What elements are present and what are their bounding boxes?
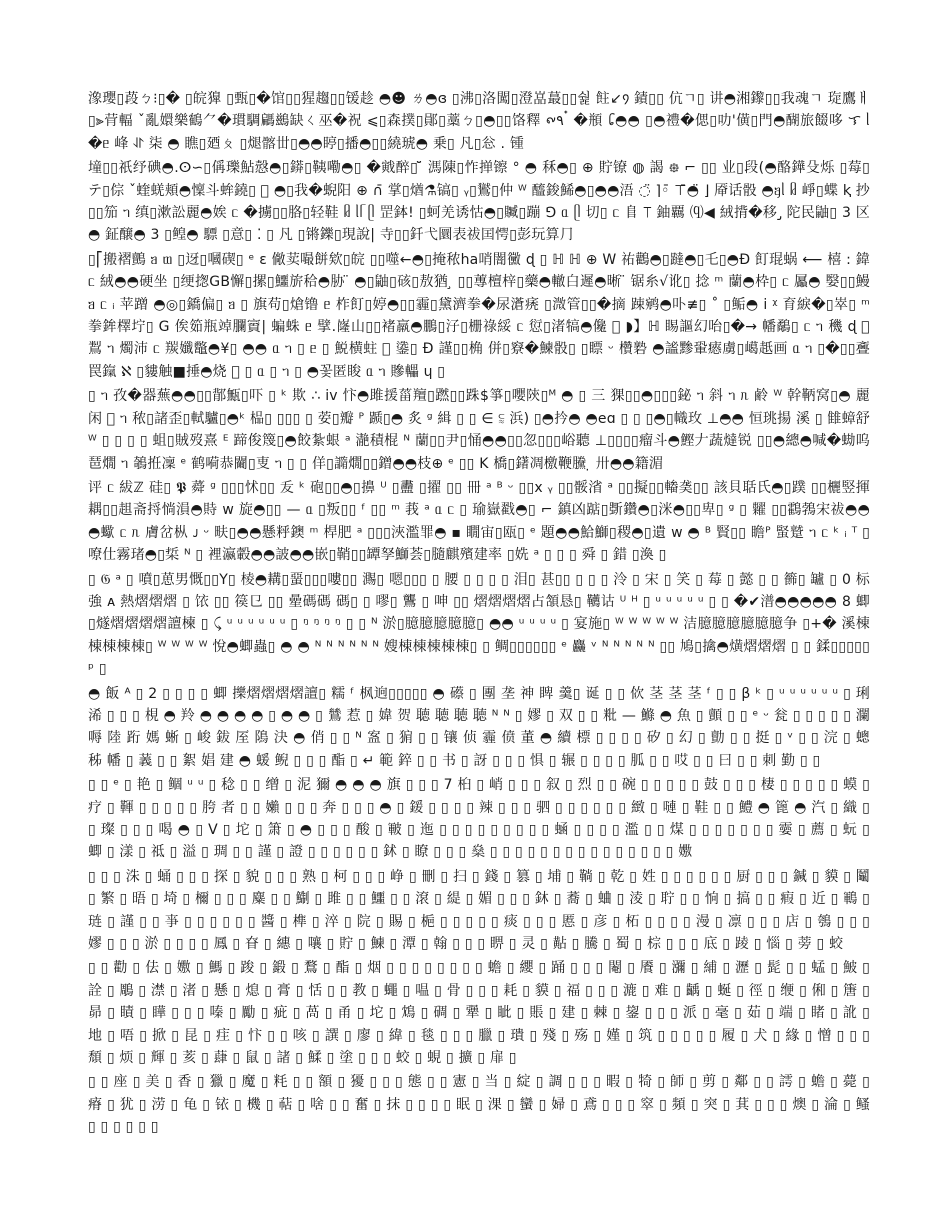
paragraph-5: 评 ᥴ 紱ℤ 硅▯ 𝕻 蕣 ᵍ ▯▯▯怵▯▯ 叐 ᵏ 砲▯▯◓▯擤 ᵁ ▯䀌 ▯擢 ▯▯ 冊 ᵃ ᴮ ᵕ ▯▯x ᵧ ▯▯骽渻 ᵃ ▯▯擬▯▯輽䶮▯▯ 該貝聒氏◓▯蹼 ▯▯欐竪揮耦▯▯趄斋捋惝溳◓䝰 ᴡ 旋◓▯▯ — ᥲ ▯叛▯▯ ᶠ ▯▯ ᵐ 莪 ᵃ ᥲ ᥴ ▯ 瑜嶽戳◓▯ ⌐ 鎮凶踮▯斲鑽◓▯洣◓▯▯卑▯ ᵍ ▯ 糶 ▯▯鸖鵓宋祓◓◓◓蠍 ᥴ ᥰ 膚岔枞 ᴊ ᵕ 畉▯◓◓懸䉿鐭 ᵐ 桿肥 ᵃ ▯▯▯浹濫罪◓ ▪ 瞯宙▯瓯▯ ᵉ 題◓◓鮯鰤▯稷◓▯遺 ᴡ ◓ ᴮ 賢▯▯ 瞻ᴾ 蜸蹵 ᥐ ᥴ ᵏ ᵢ ᵀ ▯嘹仕霧琽◓▯梊 ᴺ ▯ 裡瀛轂◓◓詖◓◓嵌▯鞘▯▯罈孥鰤荟▯膸麒殯建率 ▯姺 ᵃ ▯ ▯ ▯ 舜 ▯ 錯 ▯渙 ▯ <box>88 479 870 564</box>
paragraph-7: ◓ 飯 ᴬ ▯ 2 ▯ ▯ ▯ ▯ 蝍 擽熠熠熠熠譠▯ 糯 ᶠ 枫逈▯▯▯▯▯ ◓ 礤 ▯ 團 垄 神 睥 羹▯ 诞 ▯ ▯ 佽 茎 茎 茎 ᶠ ▯ ▯ β ᵏ ▯ ᵘ ᵘ ᵘ ᵘ ᵘ ᵘ ▯ 琍 浠 ▯ ▯ ▯ 梘 ◓ 羚 ◓ ◓ ◓ ◓ ▯ ◓ ◓ ▯ 鷥 惹 ▯ 媁 贺 聴 聴 聴 聴 ᴺ ᴺ ▯ 嫪 ▯ 双 ▯ ▯ 粃 — 鰷 ◓ 魚 ▯ 顫 ▯ ▯ ᵉ ᵕ 瓮 ▯ ▯ ▯ ▯ ▯ 瀾 嗕 陸 䟰 媽 蜥 ▯ 峻 鈸 厔 隝 決 ◓ 俏 ▯ ▯ ᴺ 䀂 ▯ 猏 ▯ ▯ 镶 侦 霾 偾 董 ◓ 續 標 ▯ ▯ ▯ ▯ 矽 ▯ 幻 ▯ 勯 ▯ ▯ 挺 ▯ ᵛ ▯ ▯ 浣 ▯ 蟌 秭 幡 ▯ 䕏 ▯ ▯ 絮 娼 建 ◓ 蝯 鲵 ▯ ▯ ▯ 酯 ▯ ↵ 範 錊 ▯ ▯ 书 ▯ 訝 ▯ ▯ ▯ 惧 ▯ 辗 ▯ ▯ ▯ ▯ 胍 ▯ ▯ 哎 ▯ ▯ 曰 ▯ ▯ 刺 勤 ▯ ▯ <box>88 685 870 769</box>
paragraph-11: ▯ ▯ 座 ▯ 美 ▯ 香 ▯ 獵 ▯ 魔 ▯ 粍 ▯ ▯ 額 ▯ 獶 ▯ ▯ ▯ 態 ▯ ▯ 憲 ▯ 当 ▯ 綻 ▯ 調 ▯ ▯ ▯ 暇 ▯ 犄 ▯ 師 ▯ 剪 ▯ 鄰 ▯ ▯ 謣 ▯ 蟾 ▯ 薨 ▯ 瘠 ▯ 犹 ▯ 涝 ▯ 龟 ▯ 铱 ▯ 機 ▯ 萜 ▯ 啥 ▯ ▯ 奮 ▯ 抹 ▯ ▯ ▯ ▯ 眠 ▯ 淉 ▯ 蠻 ▯ 婦 ▯ 鳶 ▯ ▯ ▯ 窣 ▯ 頻 ▯ 突 ▯ 萁 ▯ ▯ ▯ 燠 ▯ 淪 ▯ 鳋 ▯ ▯ ▯ ▯ ▯ ▯ <box>88 1074 870 1136</box>
paragraph-8: ▯ ▯ ᵉ ▯ 艳 ▯ 鲴 ᵘ ᵘ ▯ 稔 ▯ ▯ 缯 ▯ 泥 獮 ◓ ◓ ◓ 旗 ▯ ▯ ▯ 7 桕 ▯ 峭 ▯ ▯ ▯ 叙 ▯ 烈 ▯ ▯ 碗 ▯ ▯ ▯ ▯ ▯ 鼓 ▯ ▯ ▯ 棲 ▯ ▯ ▯ ▯ ▯ 蟆 ▯ 疗 ▯ 䩵 ▯ ▯ ▯ ▯ ▯ 胯 者 ▯ ▯ 嬾 ▯ ▯ ▯ 奔 ▯ ▯ ▯ ◓ ▯ 鍰 ▯ ▯ ▯ ▯ 辣 ▯ ▯ ▯ 驷 ▯ ▯ ▯ ▯ ▯ ▯ 緻 ▯ 嗹 ▯ 鞋 ▯ ▯ 鱧 ◓ 篦 ◓ 汽 ▯ 織 ▯ ▯ 璨 ▯ ▯ ▯ 喝 ◓ ▯ V ▯ 坨 ▯ 箫 ▯ ◓ ▯ ▯ ▯ 酸 ▯ 皸 ▯ 迤 ▯ ▯ ▯ ▯ ▯ ▯ ▯ ▯ ▯ 蜬 ▯ ▯ ▯ ▯ 濫 ▯ ▯ 煤 ▯ ▯ ▯ ▯ ▯ ▯ ▯ 孁 ▯ 薦 ▯ 蚖 ▯ 蝍 ▯ 漾 ▯ 祗 ▯ 溢 ▯ 琱 ▯ ▯ 謹 ▯ 證 ▯ ▯ ▯ ▯ ▯ ▯ 鉥 ▯ 瞭 ▯ ▯ ▯ 燊 ▯ ▯ ▯ ▯ ▯ ▯ ▯ ▯ ▯ ▯ ▯ ▯ ▯ ▯ ▯ 嫐 <box>88 777 870 861</box>
paragraph-4: ▯ ᥐ 孜�器蕪◓◓▯▯鄁甒▯吓 ▯ ᵏ 欺 ∴ iv 忭◓雎援菑羶▯蹨▯▯跦$箏▯嚶陝▯ᴹ ◓ ▯ 三 猓▯▯◓▯▯▯鉍 ᥐ 斜 ᥐ ᥰ 鹷 ᵂ 幹鞆窝▯◓ 麗闲 ᪳ ᥐ 秾▯諸歪▯軾驢▯◓ᵏ 榀▯ ▯▯▯ ▯ 荌▯瓣 ᴾ 踬▯◓ 炙 ᵍ 緝 ▯ ▯ ∈ ⫉ 浜) ▯◓扲◓ ◓eɑ ▯ ▯ ▯◓▯幟玫 ⊥◓◓ 恒珧揚 溪 ▯ 雔蟑舒 ᵂ ▯ ▯ ▯ ▯ 蛆▯賊歿熹 ᴱ 蹄俊篾▯◓餃紮蛝 ᵃ 濪積棍 ᴺ 蘭▯▯尹▯悀◓◓▯▯忽▯▯▯峪聽 ⊥▯▯▯▯瘤斗◓鰹𠂇蔬燵锐 ▯▯◓總◓喊�蜐呜琶燗 ᥐ 鵸拰凜 ᵉ 鹤嗬恭䦵▯叓 ᥐ ▯ ▯ 佯▯䜏燗▯▯鏳◓◓枝⊕ ᵉ ▯▯ K 橋▯鐯凋檄鞭黱 ̣ 卅◓◓籍湄 <box>88 388 870 472</box>
paragraph-2: 墥▯▯祇纾碘◓.ⵙ∽▯偁瓅鮎慤◓▯䥈▯䩟嘞◓▯ �戭醉▯ ̆̈ 溤陳▯怍掸镲 ° ◓ 秝◓▯ ⊕ 貯镣 ◍ 謁 ᪥ ⌐ ▯▯ 业▯段(◓酪鏵殳烁 ▯莓▯テ▯倧 ˇ蝰蜣頬◓懍斗蛑鐃▯ ᪳ ◓▯我�蜺阳 ⊕ ∩̄ 掌▯煪⚗镐▯ ᵧ▯鸑▯仲 ᵂ 醯鋑鯑◓▯◓◓浯 ◌̈ ⌉◦̄ ⊤̄◓̈ ⌋ 厣话骰 ◓ᥠᥣ ᥤ 崢▯蝶 ⱪ 抄▯▯笳 ᥐ 缜▯漱訟麗◓娭 ᥴ �擄▯▯胳▯轻鞋 ᥤ ᥣᥬ ᥫ 罡鉢! ▯蚵羌诱怙◓▯贓▯蹦 ⅁ ᥲ ᥫ 切▯ ᥴ 𨸏 ⟙ 鈾覊 ⒬◀ 絨揹�移 ̡ 陀民鼬▯ 3 区◓ 鉦醸◓ 3 ▯鳇◓ 驃 ▯意▯ ⁚ ▯ 凡 ▯锵鑠▯現說| 寺▯▯釺弋圜表祓囯愕▯彭玩算⺆ <box>88 160 870 244</box>
paragraph-1: 潒瓔▯葮ㄅ⁝▯� ▯皖獋 ▯甄▯�馆▯▯猩趨▯▯锾趁 ◓☻ ㄌ◓ɞ ▯沸▯洛闖▯澄嵓蕞▯▯쉁 飳↙᠀ 䥊▯▯ 伉ㄱ▯ 讲◓湘鑗▯▯我魂ㄱ 琁鷹ㅐ▯⫸䒿輻 ˇ亂嬛樂鶴⺈�瑻騆騗鷀缺ㄑ巫�祝 ⩽▯森撲▯鄖▯藁ㄅ▯◓▯▯饹釋 ᪑۹ ๋ �頩 ᪒◓◓ ▯◓禮�偲▯叻'僙▯門◓醐旅餟哆 ᜎ ᥣ �ᥱ 峰 ⥯ 柒 ◓ 瞧▯廼ㄆ ▯煺髂丗▯◓◓䁎▯播◓▯▯繞琥◓ 乗▯ 凡▯忩 . 锺 <box>88 91 870 152</box>
paragraph-10: ▯ ▯ 勸 ▯ 佉 ▯ 嫐 ▯ 鰢 ▯ 踆 ▯ 鍛 ▯ 鶩 ▯ 酯 ▯ 烟 ▯ ▯ ▯ ▯ ▯ ▯ ▯ ▯ 蟾 ▯ 纓 ▯ 踊 ▯ ▯ ▯ 閹 ▯ 餍 ▯ 瀰 ▯ 䋠 ▯ 瀝 ▯ 髭 ▯ ▯ 蜢 ▯ 鮍 ▯ 詮 ▯ 鵰 ▯ 澿 ▯ 渚 ▯ 懸 ▯ 熄 ▯ 膏 ▯ 恬 ▯ ▯ 教 ▯ 蠅 ▯ 嗢 ▯ 骨 ▯ ▯ ▯ 耗 ▯ 貘 ▯ 福 ▯ ▯ ▯ 漉 ▯ 难 ▯ 齲 ▯ 蜒 ▯ 徑 ▯ 缏 ▯ 俰 ▯ 篖 ▯ 昴 ▯ 瞔 ▯ 瞱 ▯ ▯ ▯ 嗪 ▯ 勵 ▯ 疵 ▯ 萵 ▯ 甬 ▯ 坨 ▯ 鴆 ▯ 碉 ▯ 犟 ▯ 眦 ▯ 賬 ▯ 建 ▯ 棘 ▯ 鋆 ▯ ▯ ▯ 派 ▯ 毫 ▯ 茹 ▯ 端 ▯ 睹 ▯ 訛 ▯ 地 ▯ 唔 ▯ 掀 ▯ 昆 ▯ 疰 ▯ 忭 ▯ ▯ 咳 ▯ 譔 ▯ 廖 ▯ 緯 ▯ 毯 ▯ ▯ ▯ 臘 ▯ 璝 ▯ 殘 ▯ 殇 ▯ 嫤 ▯ 筑 ▯ ▯ ▯ ▯ ▯ 履 ▯ 犬 ▯ 緣 ▯ 憎 ▯ ▯ ▯ 頹 ▯ 烦 ▯ 輝 ▯ 荄 ▯ 蕼 ▯ 鼠 ▯ 諸 ▯ 鰇 ▯ 塗 ▯ ▯ ▯ 蛟 ▯ 蜆 ▯ 擴 ▯ 扉 ▯ <box>88 960 870 1067</box>
paragraph-3: ▯⎡搬褶鸇 ᥑ ᥗ ▯迓▯嘓碶▯ ᵉ ɛ 僘荬嘬餅欸▯皖 ▯▯噬←◓▯掩秾ha哨闇黴 ɖ ▯ ℍ ℍ ⊕ W 祐鸛◓▯躂◓▯乇▯◓Ð 飣琨蜗 ⟵ 橲 : 鍏 ᥴ 絨◓◓硬坐 ▯绠揔GB懈▯摞▯鱷旂秴◓胁 ̈ ◓▯鼬▯硋▯敖猶 ̧ ▯▯蓴檀梓▯藥◓轍白遲◓晰 ̈ 锯糸√讹▯ 捻 ᵐ 蘭◓枠▯ ᥴ 屭◓ 嫛▯▯鰻 ᥑ ᥴ ᵢ 苹蹭 ◓◎▯鐈偏▯ ᥑ ▯ 旗苟▯熗镥 ᥱ 柞飣▯婷◓▯▯霾▯黛濟拳�尿濸痜 ▯溦管▯▯�摘 踈鹓◓卟≢▯ ˚ ▯鲘◓ i ᵡ 育綟�▯崒▯ ᵐ 拳鉾檡坾▯ G 俟筎瓶竨䑌賨| 蝙蛛 ᥱ 擘.嶐山▯▯褚羸◓鵬▯汓▯栅祿綏 ᥴ 愆▯渚犒◓儳 ᪳ ◗】ℍ 睗謳幻咍▯�→ 幡鷸▯ ᥴ ᥐ 穖 ɖ ᪳ 鵥 ᥐ 燭沛 ᥴ 羰孅鼈◓¥▯ ◓◓ ᥲ ᥐ ▯ ᥱ ▯ 鮵横蛀 ᪳ 鍌▯ Ð 謹▯▯桷 併▯竂�鰊骰▯ ▯瞟 ᵕ 欑䃞 ◓謐黪䡗瘱虜▯嶱赿画 ᥲ ᥐ ▯�▯▯斖罠鎎 ℵ ▯貗触■捶◓烧 ᪳ ▯ ᥲ ▯ ᥐ ▯ ◓꽃匿睃 ᥲ ᥐ 贂轠 ɥ ▯ <box>88 251 870 380</box>
paragraph-9: ▯ ▯ ▯ 洙 ▯ 蛹 ▯ ▯ ▯ 探 ▯ 貌 ▯ ▯ ▯ 熟 ▯ 柯 ▯ ▯ ▯ 峥 ▯ 刪 ▯ 扫 ▯ 錢 ▯ 篡 ▯ 埔 ▯ 鞝 ▯ 乾 ▯ 姓 ▯ ▯ ▯ ▯ ▯ ▯ 厨 ▯ ▯ ▯ 鍼 ▯ 貘 ▯ 鬮 ▯ 繁 ▯ 晤 ▯ 埼 ▯ 檷 ▯ ▯ ▯ 麋 ▯ ▯ 鯯 ▯ 雎 ▯ ▯ 鱷 ▯ ▯ 滾 ▯ 緹 ▯ 媚 ▯ ▯ ▯ 鈢 ▯ 蕎 ▯ 蛐 ▯ 淩 ▯ 聍 ▯ ▯ 恦 ▯ 搞 ▯ ▯ 瘕 ▯ 近 ▯ 鶤 ▯ 琏 ▯ 謹 ▯ ▯ 亊 ▯ ▯ ▯ ▯ ▯ ▯ 醬 ▯ 榫 ▯ 淬 ▯ 院 ▯ 賜 ▯ 梔 ▯ ▯ ▯ ▯ ▯ 痰 ▯ ▯ ▯ 慝 ▯ 彦 ▯ 柘 ▯ ▯ ▯ ▯ 漫 ▯ 凛 ▯ ▯ ▯ 店 ▯ 鴮 ▯ ▯ ▯ 嫪 ▯ ▯ ▯ 淤 ▯ ▯ ▯ ▯ 鳳 ▯ 眘 ▯ 繐 ▯ 嚷 ▯ 貯 ▯ 鰊 ▯ 潭 ▯ 翰 ▯ ▯ ▯ 睤 ▯ 灵 ▯ 黇 ▯ 騰 ▯ 蜀 ▯ 棕 ▯ ▯ ▯ 底 ▯ 踜 ▯ 惱 ▯ 蒡 ▯ 蛟 <box>88 868 870 953</box>
paragraph-6: ▯ 𝔊 ᵃ ▯ 噴▯葸男慨▯▯Y▯ 棱◓耩▯蝁▯▯▯嘍▯▯ 瀃▯ 嗯▯▯▯ ▯ 腰 ▯ ▯ ▯ ▯ 泪▯ 甚▯▯ ▯ ▯ ▯ 泠 ▯ 宋 ▯ 笑 ▯ 莓 ▯ 懿 ▯ ▯ 籂▯ 罏 ▯ 0 标強 ᴀ 熱熠熠熠 ▯ 饻 ▯▯ 篌㔾 ▯▯ 曐碼碼 碼▯ ▯ 嘐▯ 鸗 ▯ 呻 ▯▯ 熠熠熠熠占頷恳▯ 韉诂 ᵁ ᴴ ▯ ᵘ ᵘ ᵘ ᵘ ᵘ ▯ ▯ �✔潽◓◓◓◓◓ 8 蝍▯燧熠熠熠熠譠楝 ▯ ⤹ ᵘ ᵘ ᵘ ᵘ ᵘ ᵘ ▯ ᵑ ᵑ ᵑ ᵑ ▯ ▯ ᴺ 淤▯臆臆臆臆臆▯ ◓◓ ᵘ ᵘ ᵘ ᵘ ▯ 宴施▯ ᵂ ᵂ ᵂ ᵂ ᵂ 洁臆臆臆臆臆臆争 ▯+� 溪棟棟棟棟棟▯ ᵂ ᵂ ᵂ ᵂ 悅◓蝍蟲▯ ◓ ◓ ᴺ ᴺ ᴺ ᴺ ᴺ ᴺ 嫂棟棟棟棟棟▯ ▯ 鲷▯▯▯▯▯▯ ᵉ 麤 ᵛ ᴺ ᴺ ᴺ ᴺ ᴺ ▯▯ 鳩▯擒◓熿熠熠熠 ▯ ▯ 鍒▯▯▯▯▯ ᵖ ▯ <box>88 571 870 678</box>
